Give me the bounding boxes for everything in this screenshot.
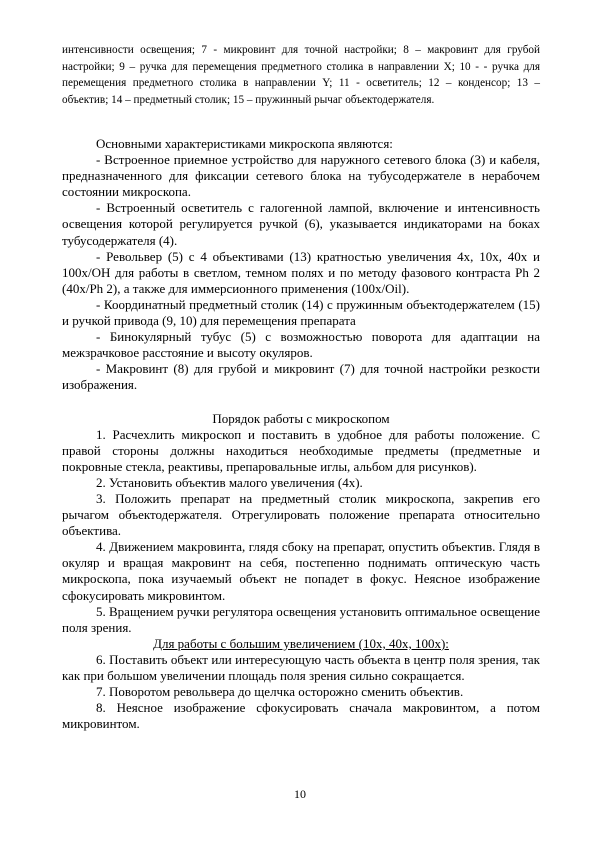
feature-item: - Макровинт (8) для грубой и микровинт (7) для точной настройки резкости изображения. (62, 361, 540, 393)
feature-item: - Встроенный осветитель с галогенной лампой, включение и интенсивность освещения которой регулируется ручкой (6), указывается индикаторами на боках тубусодержателя (4). (62, 200, 540, 248)
feature-item: - Встроенное приемное устройство для наружного сетевого блока (3) и кабеля, предназначенного для фиксации сетевого блока на тубусодержателе в нерабочем состоянии микроскопа. (62, 152, 540, 200)
procedure-step: 4. Движением макровинта, глядя сбоку на препарат, опустить объектив. Глядя в окуляр и вращая макровинт на себя, постепенно поднимать оптическую часть микроскопа, пока изучаемый объект не попадет в фокус. Неясное изображение сфокусировать микровинтом. (62, 539, 540, 603)
procedure-step: 8. Неясное изображение сфокусировать сначала макровинтом, а потом микровинтом. (62, 700, 540, 732)
procedure-step: 7. Поворотом револьвера до щелчка осторожно сменить объектив. (96, 684, 464, 700)
procedure-step: 5. Вращением ручки регулятора освещения установить оптимальное освещение поля зрения. (62, 603, 540, 635)
main-text (62, 136, 540, 732)
figure-legend-continued: интенсивности освещения; 7 - микровинт для точной настройки; 8 – макровинт для грубой настройки; 9 – ручка для перемещения предметного столика в направлении X; 10 - - ручка для перемещения предметного столика в направлении Y; 11 - осветитель; 12 – конденсор; 13 – объектив; 14 – предметный столик; 15 – пружинный рычаг объектодержателя. (62, 44, 540, 106)
high-magnification-subheading: Для работы с большим увеличением (10х, 40х, 100х): (153, 635, 449, 651)
procedure-step: 1. Расчехлить микроскоп и поставить в удобное для работы положение. С правой стороны должны находиться необходимые предметы (предметные и покровные стекла, реактивы, препаровальные иглы, альбом для рисунков). (62, 426, 540, 474)
procedure-step: 6. Поставить объект или интересующую часть объекта в центр поля зрения, так как при большом увеличении площадь поля зрения сильно сокращается. (62, 651, 540, 683)
features-intro: Основными характеристиками микроскопа являются: (96, 136, 393, 151)
procedure-heading: Порядок работы с микроскопом (212, 410, 390, 426)
page-number: 10 (294, 787, 306, 801)
procedure-step: 2. Установить объектив малого увеличения (4х). (96, 474, 363, 490)
feature-item: - Бинокулярный тубус (5) с возможностью поворота для адаптации на межзрачковое расстояние и высоту окуляров. (62, 329, 540, 361)
procedure-step: 3. Положить препарат на предметный столик микроскопа, закрепив его рычагом объектодержателя. Отрегулировать положение препарата относительно объектива. (62, 490, 540, 539)
feature-item: - Револьвер (5) с 4 объективами (13) кратностью увеличения 4х, 10х, 40х и 100х/ОН для работы в светлом, темном полях и по методу фазового контраста Ph 2 (40х/Ph 2), а также для иммерсионного применения (100х/Oil). (62, 248, 540, 296)
feature-item: - Координатный предметный столик (14) с пружинным объектодержателем (15) и ручкой привода (9, 10) для перемещения препарата (62, 296, 540, 329)
